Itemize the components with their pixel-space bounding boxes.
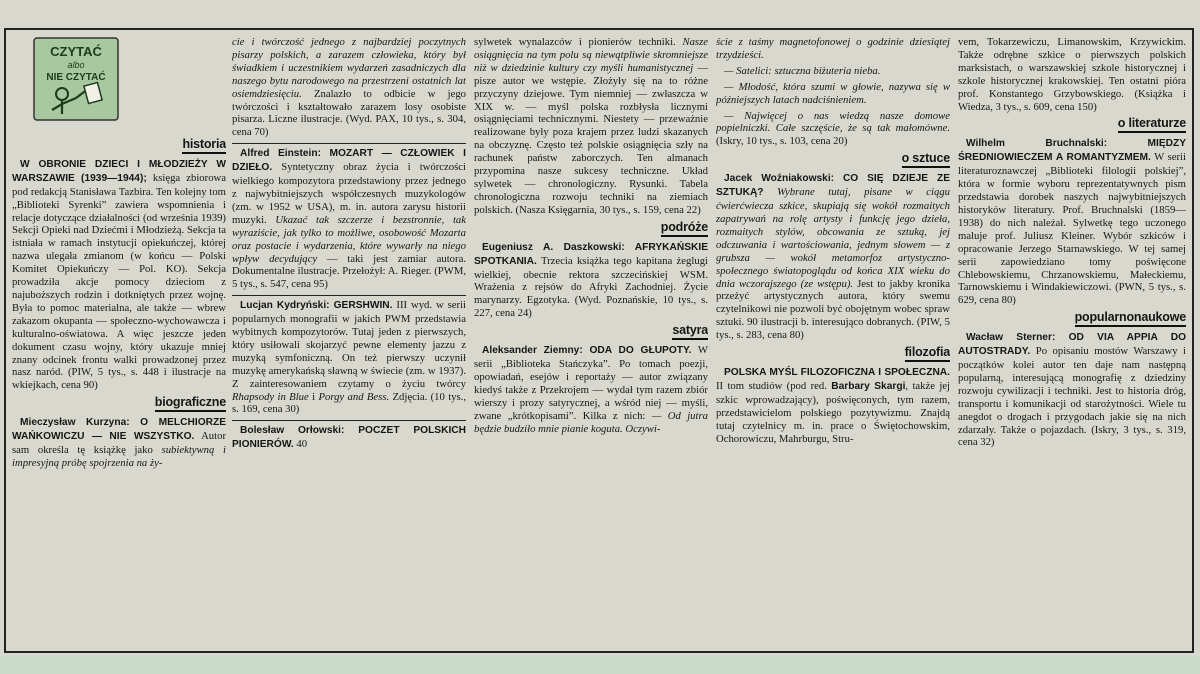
section-header-o-sztuce: o sztuce bbox=[716, 152, 950, 169]
divider bbox=[232, 295, 466, 296]
czytac-logo bbox=[32, 36, 120, 122]
review-bruchnalski: Wilhelm Bruchnalski: MIĘDZY ŚREDNIOWIECZEM A ROMANTYZMEM. W serii literaturoznawczej „Biblioteki filologii polskiej”, która w formie wyboru reprezentatywnych pism przedstawia dorobek naszych najwybitniejszych historyków literatury. Prof. Bruchnalski (1859—1938) do nich należał. Sylwetkę tego uczonego maluje prof. Juliusz Kleiner. Wybór szkiców i opracowanie Jerzego Starnawskiego. W tej samej serii zapowiedziano tomy poświęcone Chlebowskiemu, Chrzanowskiemu, Małeckiemu, Tarnowskiemu i Windakiewiczowi. (PWN, 5 tys., s. 629, cena 80) bbox=[958, 138, 1186, 307]
review-polska-mysl: POLSKA MYŚL FILOZOFICZNA I SPOŁECZNA. II tom studiów (pod red. Barbary Skargi, także jej szkic wprowadzający), poświęconych, tym razem, przedstawicielom polskiego pozytywizmu. Znajdą tutaj czytelnicy m. in. prace o Świętochowskim, Ochorowiczu, Mahrburgu, Stru- bbox=[716, 367, 950, 445]
review-tazbir: W OBRONIE DZIECI I MŁODZIEŻY W WARSZAWIE (1939—1944); księga zbiorowa pod redakcją Stanisława Tazbira. Ten kolejny tom „Biblioteki Syrenki” zawiera wspomnienia i relacje dotyczące działalności (od września 1939) Sekcji Opieki nad Dziećmi i Młodzieżą. Sekcja ta istniała w ramach instytucji opiekuńczej, której nazwa ulegała zmianom (w końcu — Polski Komitet Opiekuńczy — Pol. KO). Sekcja prowadziła akcje pomocy dzieciom z najuboższych rodzin i dotkniętych przez wojnę. Była to pomoc materialna, ale także — wbrew zakazom okupanta — społeczno-wychowawcza i kulturalno-oświatowa. A więc jeszcze jeden dokument czasu wojny, który ukazuje mniej znany odcinek frontu walki prowadzonej przez nasz naród. (PIW, 5 tys., s. 448 i ilustracje na wkiejkach, cena 90) bbox=[12, 158, 226, 392]
bottom-margin-strip bbox=[0, 656, 1200, 674]
logo-line-3: NIE CZYTAĆ bbox=[46, 72, 106, 83]
review-wozniakowski: Jacek Woźniakowski: CO SIĘ DZIEJE ZE SZTUKĄ? Wybrane tutaj, pisane w ciągu ćwierćwiecza szkice, skupiają się wokół rozmaitych zapatrywań na rolę artysty i funkcję jego dzieła, rozmaitych stylów, obcowania ze sztuką, jej odczuwania i wartościowania, jednym słowem — z grubsza — wokół metamorfoz artystyczno-społecznego światopoglądu od końca XIX wieku do dnia wczorajszego (ze wstępu). Jest to jakby kronika przeżyć artystycznych autora, który swemu czytelnikowi nie pozwoli być obojętnym wobec spraw sztuki. 90 ilustracji b. interesująco dobranych. (PIW, 5 tys., s. 283, cena 80) bbox=[716, 173, 950, 342]
column-2 bbox=[232, 36, 466, 648]
review-orlowski: Bolesław Orłowski: POCZET POLSKICH PIONIERÓW. 40 bbox=[232, 425, 466, 451]
column-1 bbox=[12, 36, 226, 648]
column-3 bbox=[474, 36, 708, 648]
review-ziemny: Aleksander Ziemny: ODA DO GŁUPOTY. W serii „Biblioteka Stańczyka”. Po tomach poezji, opowiadań, esejów i reportaży — autor związany kiedyś także z Przekrojem — wydał tym razem zbiór wierszy i prozy satyrycznej, a wśród niej — myśli, zwane „krótkopisami”. Kilka z nich: — Od jutra będzie budziło mnie pianie koguta. Oczywi- bbox=[474, 344, 708, 435]
review-kurzyna: Mieczysław Kurzyna: O MELCHIORZE WAŃKOWICZU — NIE WSZYSTKO. Autor sam określa tę książkę jako subiektywną i impresyjną próbę spojrzenia na ży- bbox=[12, 417, 226, 469]
section-header-biograficzne: biograficzne bbox=[12, 396, 226, 413]
review-kydrynski: Lucjan Kydryński: GERSHWIN. III wyd. w serii popularnych monografii w jakich PWM przedstawia wybitnych kompozytorów. Tutaj jeden z pierwszych, który usiłowali skojarzyć pewne elementy jazzu z muzyką symfoniczną. On też pierwszy uczynił muzykę amerykańską sławną w świecie (zm. w 1937). Z zainteresowaniem czytamy o życiu twórcy Rhapsody in Blue i Porgy and Bess. Zdjęcia. (10 tys., s. 169, cena 30) bbox=[232, 299, 466, 416]
logo-line-1: CZYTAĆ bbox=[50, 44, 102, 59]
aphorism-satelici: — Satelici: sztuczna biżuteria nieba. bbox=[724, 64, 881, 77]
column-5 bbox=[958, 36, 1186, 648]
review-orlowski-cont: sylwetek wynalazców i pionierów techniki. Nasze osiągnięcia na tym polu są niewątpliwie skromniejsze niż w dziedzinie kultury czy myśli humanistycznej — pisze autor we wstępie. Złożyły się na to różne przyczyny dziejowe. Tym niemniej — zwłaszcza w XIX w. — myśl polska rozbłysła licznymi osiągnięciami technicznymi. Niestety — przeważnie realizowane były poza krajem przez ludzi skazanych na obczyznę. Często też polskie osiągnięcia szły na rachunek państw zaborczych. Ten almanach przypomina nasze sukcesy techniczne. Układ sylwetek — chronologiczny. Rysunki. Tabela chronologiczna rozwoju techniki na ziemiach polskich. (Nasza Księgarnia, 30 tys., s. 159, cena 22) bbox=[474, 36, 708, 216]
logo-line-2: albo bbox=[67, 60, 85, 70]
section-header-satyra: satyra bbox=[474, 324, 708, 341]
divider bbox=[232, 420, 466, 421]
divider bbox=[232, 143, 466, 144]
section-header-podroze: podróże bbox=[474, 221, 708, 238]
column-4 bbox=[716, 36, 950, 648]
section-header-o-literaturze: o literaturze bbox=[958, 117, 1186, 134]
section-header-historia: historia bbox=[12, 138, 226, 155]
review-polska-mysl-cont: vem, Tokarzewiczu, Limanowskim, Krzywickim. Także odrębne szkice o pierwszych polskich marksistach, o warszawskiej szkole historycznej i szkole historycznej krakowskiej. Ten ostatni pióra prof. Konstantego Grzybowskiego. (Książka i Wiedza, 3 tys., s. 609, cena 150) bbox=[958, 36, 1186, 113]
review-kurzyna-cont: cie i twórczość jednego z najbardziej poczytnych pisarzy polskich, a zarazem człowieka, który był świadkiem i uczestnikiem wydarzeń zasadniczych dla naszego bytu narodowego na przestrzeni ostatnich lat osiemdziesięciu. Znalazło to odbicie w jego twórczości i kształtowało zarazem losy osobiste pisarza. Liczne ilustracje. (Wyd. PAX, 10 tys., s. 304, cena 70) bbox=[232, 36, 466, 139]
review-ziemny-cont: ście z taśmy magnetofonowej o godzinie dziesiątej trzydzieści. bbox=[716, 36, 950, 61]
review-daszkowski: Eugeniusz A. Daszkowski: AFRYKAŃSKIE SPOTKANIA. Trzecia książka tego kapitana żeglugi wielkiej, obecnie rektora szczecińskiej WSM. Wrażenia z rejsów do Afryki Zachodniej. Życie marynarzy. Egzotyka. (Wyd. Poznańskie, 10 tys., s. 227, cena 24) bbox=[474, 241, 708, 320]
review-sterner: Wacław Sterner: OD VIA APPIA DO AUTOSTRADY. Po opisaniu mostów Warszawy i początków kolei autor ten daje nam następną popularną, interesującą monografię z dziedziny rozwoju cywilizacji i techniki. Jest to historia dróg, transportu i komunikacji od starożytności. Wiele tu anegdot o drogach i przygodach jakie się na nich zdarzały. Także o pojazdach. (Iskry, 3 tys., s. 319, cena 32) bbox=[958, 332, 1186, 449]
section-header-filozofia: filozofia bbox=[716, 346, 950, 363]
aphorism-popielniczki: — Najwięcej o nas wiedzą nasze domowe popielniczki. Całe szczęście, że są tak małomówne. (Iskry, 10 tys., s. 103, cena 20) bbox=[716, 109, 950, 148]
section-header-popularnonaukowe: popularnonaukowe bbox=[958, 311, 1186, 328]
aphorism-mlodosc: — Młodość, która szumi w głowie, nazywa się w późniejszych latach nadciśnieniem. bbox=[716, 80, 950, 106]
review-einstein: Alfred Einstein: MOZART — CZŁOWIEK I DZIEŁO. Syntetyczny obraz życia i twórczości wielkiego kompozytora przedstawiony przez jednego z najwybitniejszych współczesnych muzykologów (zm. w 1952 w USA), m. in. autora zarysu historii muzyki. Ukazać tak szczerze i bezstronnie, tak wyraziście, jak tylko to możliwe, osobowość Mozarta oraz postacie i wydarzenia, które wywarły na niego wpływ decydujący — taki jest zamiar autora. Dokumentalne ilustracje. Przełożył: A. Rieger. (PWM, 5 tys., s. 547, cena 95) bbox=[232, 148, 466, 291]
